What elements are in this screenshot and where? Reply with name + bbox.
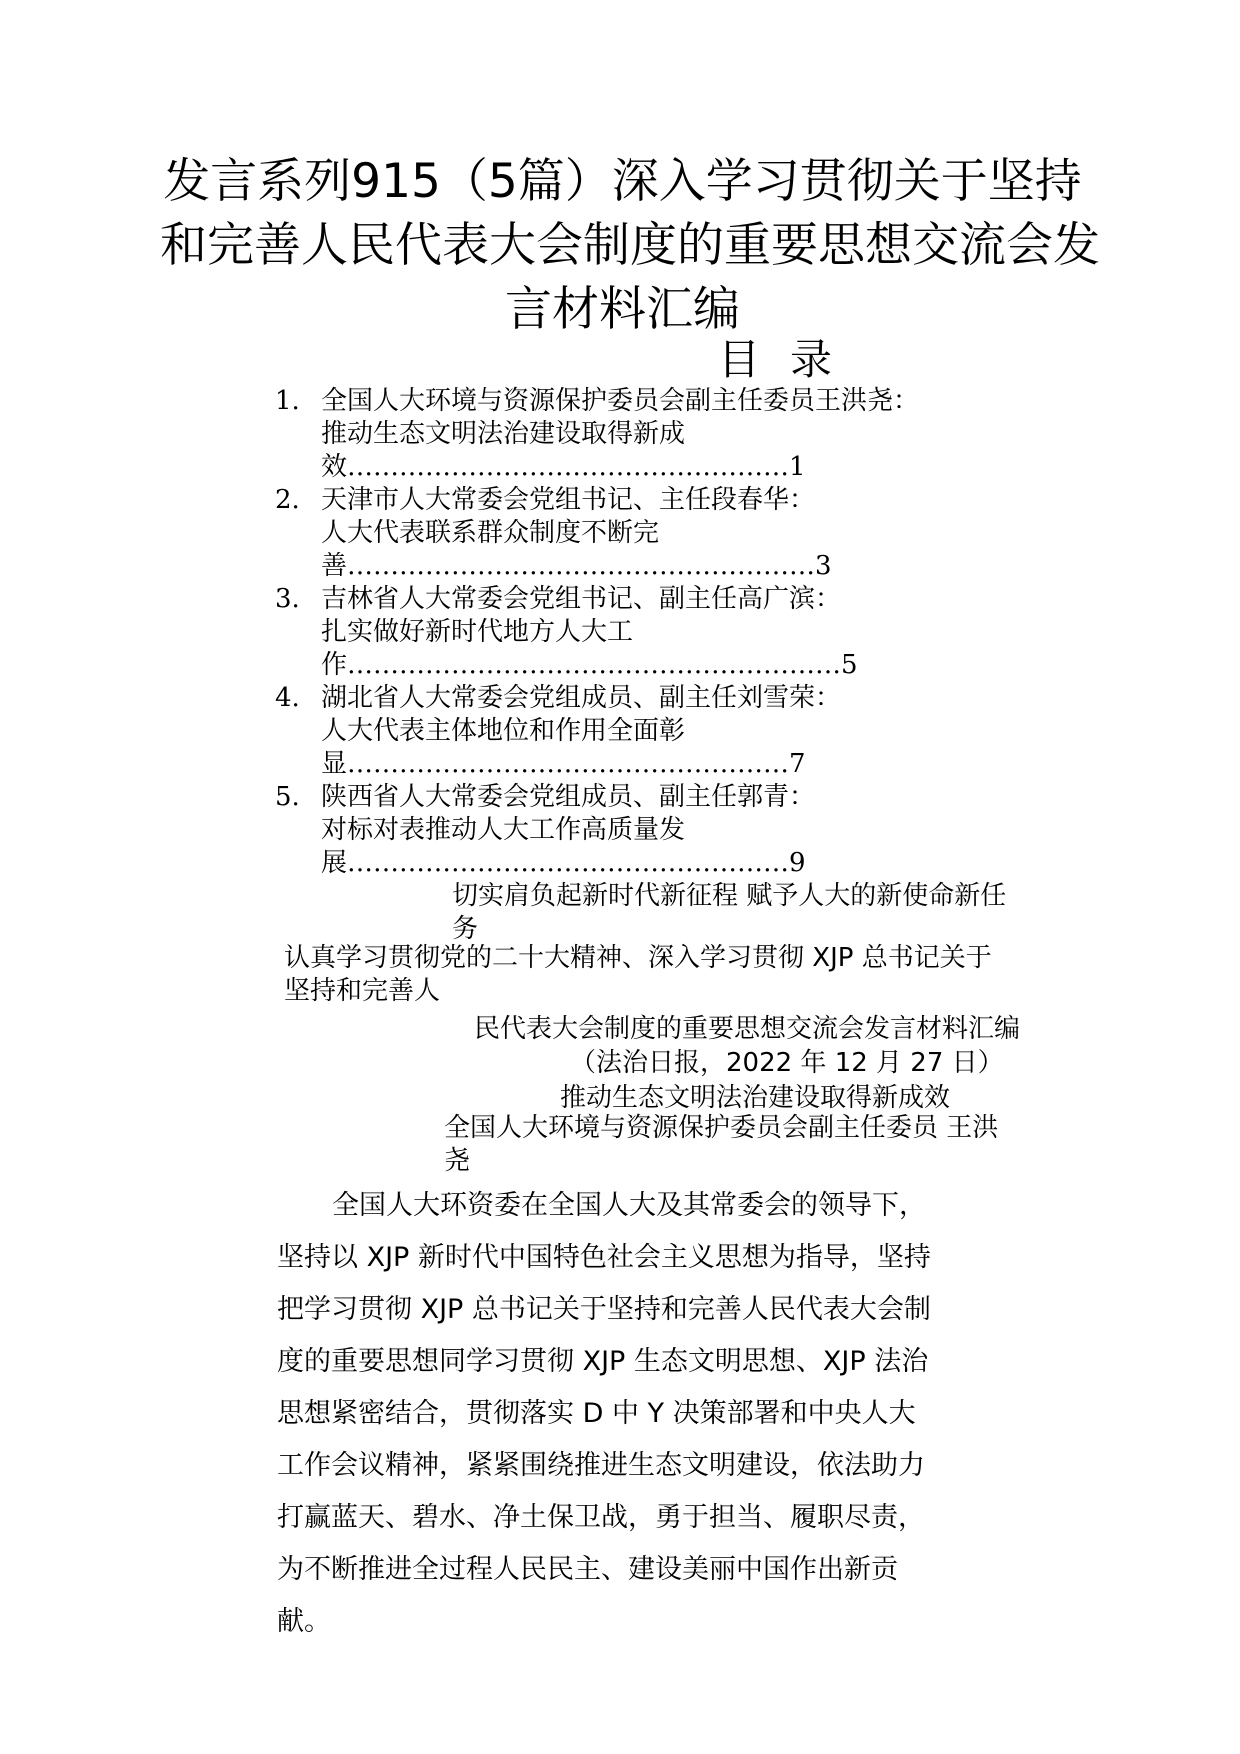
table-of-contents [275, 385, 995, 880]
toc-entry-leader-line [321, 649, 995, 682]
toc-entry-title: 人大代表联系群众制度不断完 [321, 518, 660, 548]
toc-leader-dots: …………………………………………… [347, 848, 790, 878]
toc-page-number: 7 [789, 749, 806, 779]
compilation-reference [284, 942, 992, 1008]
toc-entry-speaker: 吉林省人大常委会党组书记、副主任高广滨： [321, 584, 842, 614]
article-author [444, 1112, 998, 1178]
reference-line-2: 坚持和完善人 [284, 976, 441, 1006]
title-line-3: 言材料汇编 [505, 282, 740, 337]
paragraph-line: 度的重要思想同学习贯彻 XJP 生态文明思想、XJP 法治 [277, 1346, 929, 1377]
toc-entry-3[interactable] [275, 583, 995, 682]
paragraph-line: 全国人大环资委在全国人大及其常委会的领导下， [332, 1190, 926, 1221]
toc-entry-leader-line [321, 550, 995, 583]
paragraph-line: 献。 [277, 1606, 331, 1637]
toc-page-number: 5 [841, 650, 858, 680]
toc-page-number: 1 [789, 452, 806, 482]
toc-entry-5[interactable] [275, 781, 995, 880]
toc-entry-number: 4. [275, 683, 300, 713]
reference-line-1: 认真学习贯彻党的二十大精神、深入学习贯彻 XJP 总书记关于 [284, 943, 992, 973]
toc-entry-leader-line [321, 451, 995, 484]
author-line-1: 全国人大环境与资源保护委员会副主任委员 王洪 [444, 1113, 999, 1143]
toc-leader-dots: ………………………………………………… [347, 650, 842, 680]
toc-entry-2[interactable] [275, 484, 995, 583]
toc-entry-speaker: 全国人大环境与资源保护委员会副主任委员王洪尧： [321, 386, 920, 416]
toc-heading: 目录 [718, 335, 863, 384]
toc-entry-title: 对标对表推动人大工作高质量发 [321, 815, 686, 845]
toc-entry-1[interactable] [275, 385, 995, 484]
toc-entry-leader-line [321, 847, 995, 880]
paragraph-line: 为不断推进全过程人民民主、建设美丽中国作出新贡 [277, 1554, 898, 1585]
paragraph-line: 工作会议精神，紧紧围绕推进生态文明建设，依法助力 [277, 1450, 925, 1481]
publication-date: （法治日报，2022 年 12 月 27 日） [570, 1048, 1004, 1078]
toc-page-number: 9 [789, 848, 806, 878]
article-title: 推动生态文明法治建设取得新成效 [560, 1083, 951, 1113]
toc-entry-title: 扎实做好新时代地方人大工 [321, 617, 634, 647]
toc-entry-speaker: 天津市人大常委会党组书记、主任段春华： [321, 485, 816, 515]
article-paragraph [277, 1180, 997, 1648]
toc-entry-speaker: 湖北省人大常委会党组成员、副主任刘雪荣： [321, 683, 842, 713]
toc-entry-number: 3. [275, 584, 300, 614]
paragraph-line: 思想紧密结合，贯彻落实 D 中 Y 决策部署和中央人大 [277, 1398, 916, 1429]
section-subtitle [452, 880, 1006, 946]
paragraph-line: 打赢蓝天、碧水、净土保卫战，勇于担当、履职尽责， [277, 1502, 925, 1533]
toc-entry-leader-line [321, 748, 995, 781]
paragraph-line: 坚持以 XJP 新时代中国特色社会主义思想为指导，坚持 [277, 1242, 931, 1273]
toc-entry-title: 人大代表主体地位和作用全面彰 [321, 716, 686, 746]
toc-leader-dots: …………………………………………… [347, 749, 790, 779]
toc-entry-number: 1. [275, 386, 300, 416]
section-subtitle-line-1: 切实肩负起新时代新征程 赋予人大的新使命新任 [452, 881, 1007, 911]
toc-entry-title-end: 显 [321, 749, 348, 779]
title-line-2: 和完善人民代表大会制度的重要思想交流会发 [160, 218, 1100, 273]
section-subtitle-line-2: 务 [452, 914, 479, 944]
toc-entry-title: 推动生态文明法治建设取得新成 [321, 419, 686, 449]
reference-line-3: 民代表大会制度的重要思想交流会发言材料汇编 [474, 1014, 1021, 1044]
toc-entry-number: 5. [275, 782, 300, 812]
toc-entry-title-end: 作 [321, 650, 348, 680]
toc-entry-title-end: 善 [321, 551, 348, 581]
toc-leader-dots: …………………………………………… [347, 452, 790, 482]
toc-entry-title-end: 展 [321, 848, 348, 878]
toc-entry-speaker: 陕西省人大常委会党组成员、副主任郭青： [321, 782, 816, 812]
author-line-2: 尧 [444, 1146, 471, 1176]
toc-entry-title-end: 效 [321, 452, 348, 482]
toc-page-number: 3 [815, 551, 832, 581]
toc-entry-4[interactable] [275, 682, 995, 781]
toc-leader-dots: ……………………………………………… [347, 551, 816, 581]
toc-entry-number: 2. [275, 485, 300, 515]
title-line-1: 发言系列915（5篇）深入学习贯彻关于坚持 [163, 154, 1082, 209]
document-title [160, 150, 1100, 342]
paragraph-line: 把学习贯彻 XJP 总书记关于坚持和完善人民代表大会制 [277, 1294, 931, 1325]
